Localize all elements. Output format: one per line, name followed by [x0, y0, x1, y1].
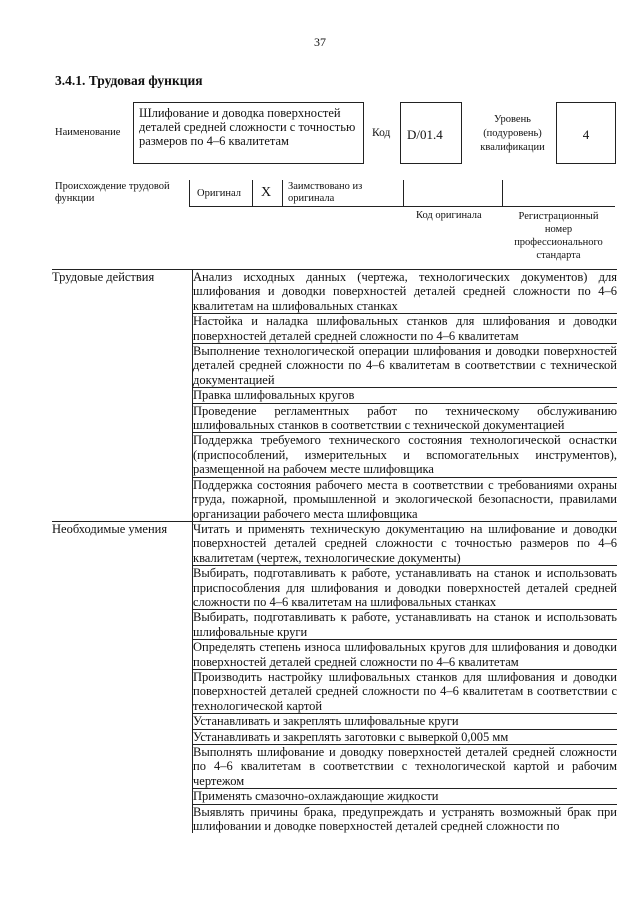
reg-number-label: Регистрационный номер профессионального стандарта [514, 211, 603, 261]
function-name-box [133, 102, 364, 164]
table-row: Выполнение технологической операции шлифования и доводки поверхностей деталей средней сложности по 4–6 квалитетам в соответствии с технической документацией [193, 344, 617, 387]
table-row: Выявлять причины брака, предупреждать и устранять возможный брак при шлифовании и доводке поверхностей деталей средней сложности по [193, 804, 617, 834]
code-box [400, 102, 462, 164]
table-row: Настойка и наладка шлифовальных станков для шлифования и доводки поверхностей деталей средней сложности по 4–6 квалитетам [193, 314, 617, 343]
origin-bottom-line [189, 206, 615, 207]
level-box [556, 102, 616, 164]
level-value: 4 [582, 127, 590, 142]
table-row: Правка шлифовальных кругов [193, 388, 618, 403]
table-row: Устанавливать и закреплять шлифовальные круги [193, 714, 618, 729]
table-row: Устанавливать и закреплять заготовки с выверкой 0,005 мм [193, 729, 618, 744]
labor-actions-title: Трудовые действия [52, 270, 155, 284]
level-label: Уровень (подуровень) квалификации [480, 114, 545, 153]
table-row: Анализ исходных данных (чертежа, технологических документов) для шлифования и доводки поверхностей деталей средней сложности по 4–6 квалитетам на шлифовальных станках [193, 270, 617, 313]
code-value: D/01.4 [407, 127, 443, 142]
table-row [52, 521, 617, 565]
code-label: Код [372, 127, 391, 139]
section-title-cell [52, 521, 193, 833]
table-row: Поддержка состояния рабочего места в соответствии с требованиями охраны труда, пожарной, промышленной и экологической безопасности, правилами организации рабочего места шлифовщика [193, 477, 617, 521]
section-title-cell [52, 270, 193, 522]
table-row: Поддержка требуемого технического состояния технологической оснастки (приспособлений, измерительных и вспомогательных инструментов), размещенной на рабочем месте шлифовщика [193, 433, 617, 477]
table-row: Проведение регламентных работ по техническому обслуживанию шлифовальных станков в соответствии с технической документацией [193, 403, 617, 433]
function-name-value: Шлифование и доводка поверхностей деталей средней сложности с точностью размеров по 4–6 квалитетам [139, 106, 356, 148]
table-row: Выбирать, подготавливать к работе, устанавливать на станок и использовать приспособления для шлифования и доводки поверхностей деталей средней сложности по 4–6 квалитетам на шлифовальных станках [193, 566, 617, 609]
origin-divider-5 [502, 180, 503, 206]
table-row: Определять степень износа шлифовальных кругов для шлифования и доводки поверхностей деталей средней сложности по 4–6 квалитетам [193, 640, 617, 669]
required-skills-title: Необходимые умения [52, 521, 168, 536]
table-row [52, 270, 617, 314]
original-mark: X [261, 185, 272, 200]
labor-function-table [52, 269, 617, 833]
origin-divider-3 [282, 180, 283, 206]
original-label: Оригинал [197, 188, 241, 199]
table-row: Выполнять шлифование и доводку поверхностей деталей средней сложности по 4–6 квалитетам в соответствии с технологической картой и рабочим чертежом [193, 745, 617, 788]
table-row: Производить настройку шлифовальных станков для шлифования и доводки поверхностей деталей средней сложности по 4–6 квалитетам в соответствии с технологической картой [193, 669, 617, 713]
origin-divider-2 [252, 180, 253, 206]
section-title: 3.4.1. Трудовая функция [55, 73, 203, 88]
table-row: Читать и применять техническую документацию на шлифование и доводки поверхностей деталей средней сложности с точностью размеров по 4–6 квалитетам (чертеж, технологические документы) [193, 521, 617, 565]
table-row: Применять смазочно-охлаждающие жидкости [193, 789, 618, 804]
borrowed-label: Заимствовано из оригинала [288, 181, 363, 204]
code-original-label: Код оригинала [416, 210, 482, 221]
origin-divider-1 [189, 180, 190, 206]
table-row: Выбирать, подготавливать к работе, устанавливать на станок и использовать шлифовальные круги [193, 610, 617, 639]
origin-label: Происхождение трудовой функции [55, 181, 170, 204]
origin-divider-4 [403, 180, 404, 206]
name-label: Наименование [55, 127, 121, 138]
page-number: 37 [314, 35, 326, 49]
